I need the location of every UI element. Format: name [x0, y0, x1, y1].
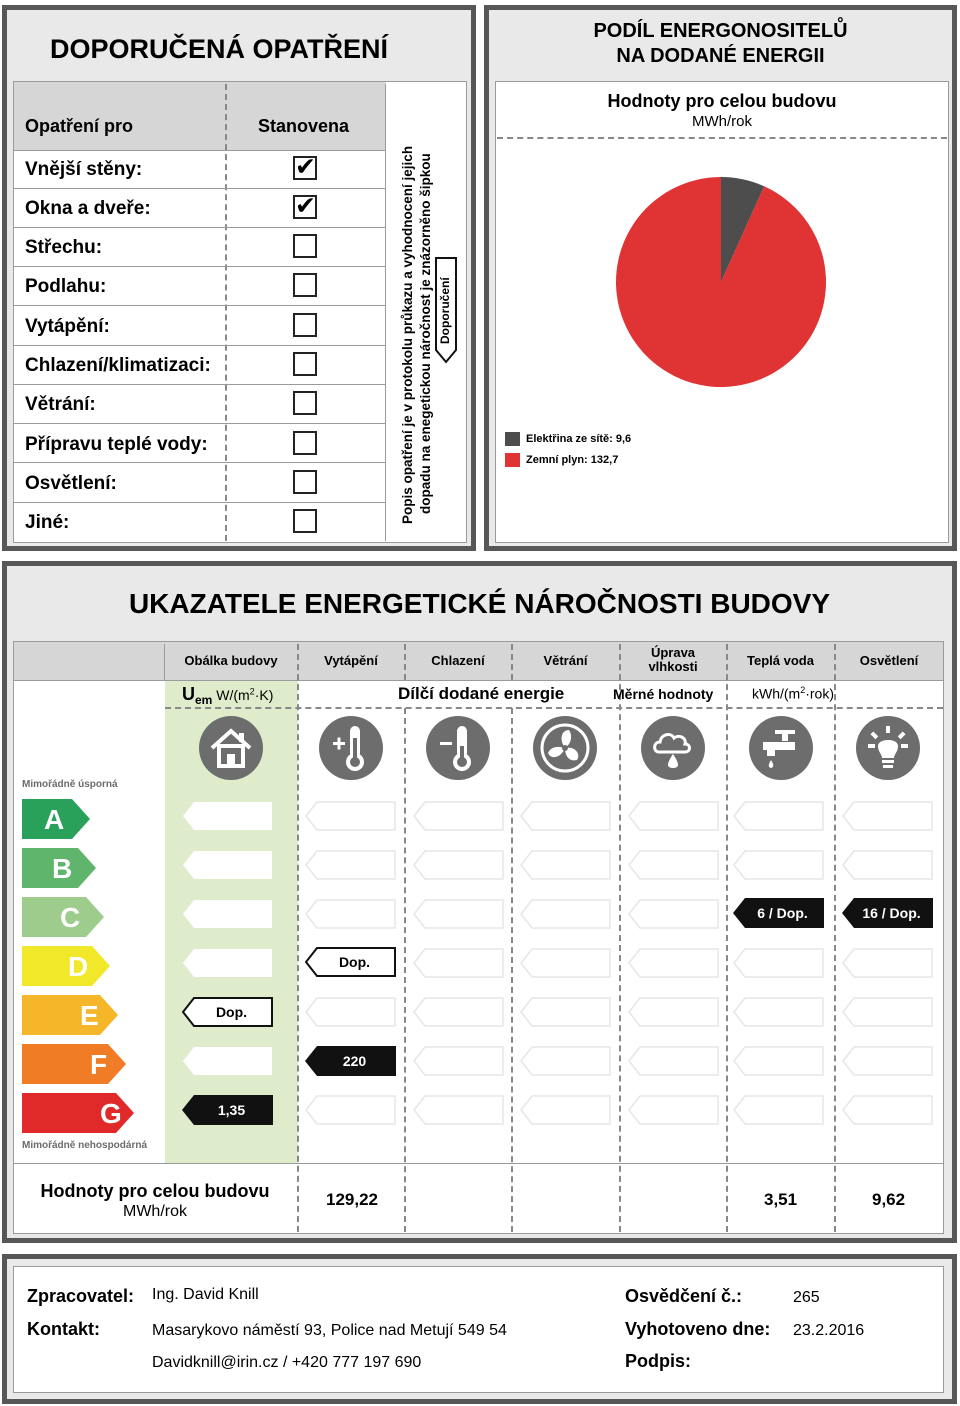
vertical-note-line1: Popis opatření je v protokolu průkazu a vyhodnocení jejich: [400, 145, 415, 524]
pie-chart: [611, 172, 831, 392]
class-slot: [413, 801, 504, 831]
class-slot: [842, 850, 933, 880]
class-slot-shape: [520, 899, 611, 929]
measures-title: DOPORUČENÁ OPATŘENÍ: [50, 34, 389, 64]
vertical-note: [388, 84, 464, 540]
specific-unit: [752, 685, 834, 702]
class-arrow-e: [22, 995, 120, 1035]
legend-gas: Zemní plyn: 132,7: [526, 454, 619, 466]
class-slot-shape: [182, 801, 273, 831]
measure-label: Střechu:: [25, 237, 103, 258]
class-letter-d: D: [68, 951, 89, 982]
total-heating: 129,22: [326, 1190, 378, 1209]
class-slot-shape: [733, 801, 824, 831]
col-set: Stanovena: [258, 116, 350, 136]
class-slot: [733, 1046, 824, 1076]
class-slot-shape: [520, 948, 611, 978]
class-slot: [733, 997, 824, 1027]
class-slot: [305, 1095, 396, 1125]
class-slot: [305, 899, 396, 929]
recommended-tag-text: Doporučení: [438, 277, 452, 344]
class-slot-shape: [628, 1046, 719, 1076]
class-slot: [520, 899, 611, 929]
total-lighting: 9,62: [872, 1190, 906, 1209]
uem-symbol: U: [182, 684, 195, 704]
class-slot-shape: [628, 948, 719, 978]
measure-label: Jiné:: [25, 512, 70, 533]
measure-checkbox[interactable]: [293, 313, 317, 337]
class-slot-shape: [305, 801, 396, 831]
lighting-marker-text: 16 / Dop.: [862, 905, 921, 921]
class-slot: [182, 801, 273, 831]
class-letter-a: A: [44, 804, 65, 835]
legend-swatch-gas: [505, 453, 520, 467]
class-slot-shape: [733, 1095, 824, 1125]
class-slot-shape: [413, 850, 504, 880]
class-slot: [305, 801, 396, 831]
uem-unit-pre: W/(m: [216, 687, 250, 703]
measure-checkbox[interactable]: [293, 234, 317, 258]
share-title-1: PODÍL ENERGONOSITELŮ: [593, 20, 848, 42]
col-ventilation: Větrání: [543, 653, 588, 668]
col-divider: [834, 644, 836, 1232]
class-slot: [305, 997, 396, 1027]
light-bulb-icon: [856, 716, 920, 780]
class-slot-shape: [520, 997, 611, 1027]
specific-unit-sup: 2: [800, 685, 806, 695]
heating-value-marker: [305, 1046, 396, 1076]
date-value: 23.2.2016: [793, 1322, 865, 1339]
class-slot-shape: [628, 997, 719, 1027]
class-slot-shape: [413, 1095, 504, 1125]
class-slot-shape: [842, 997, 933, 1027]
row-line: [14, 227, 386, 228]
measures-col-divider: [225, 84, 227, 541]
measure-checkbox[interactable]: [293, 509, 317, 533]
uem-unit-sup: 2: [249, 686, 255, 697]
cooling-thermometer-icon: [426, 716, 490, 780]
class-letter-g: G: [100, 1098, 122, 1129]
class-slot: [305, 850, 396, 880]
measure-label: Vytápění:: [25, 316, 110, 337]
lighting-marker: [842, 898, 933, 928]
class-slot: [842, 1046, 933, 1076]
col-hot-water: Teplá voda: [747, 653, 814, 668]
header-bottom-line: [14, 680, 943, 681]
indicators-title: UKAZATELE ENERGETICKÉ NÁROČNOSTI BUDOVY: [128, 588, 831, 619]
class-slot: [733, 1095, 824, 1125]
class-slot-shape: [842, 850, 933, 880]
heating-recommended-text: Dop.: [338, 954, 371, 970]
class-slot: [628, 1046, 719, 1076]
class-slot-shape: [628, 899, 719, 929]
class-slot-shape: [733, 1046, 824, 1076]
legend-electricity: Elektřina ze sítě: 9,6: [526, 433, 632, 445]
class-slot: [520, 997, 611, 1027]
measure-checkbox[interactable]: [293, 273, 317, 297]
hot-water-marker: [733, 898, 824, 928]
class-slot-shape: [413, 801, 504, 831]
envelope-recommended-marker: [182, 997, 273, 1027]
class-slot-shape: [520, 1095, 611, 1125]
house-icon: [199, 716, 263, 780]
class-slot-shape: [520, 801, 611, 831]
totals-unit: MWh/rok: [123, 1203, 187, 1220]
vertical-note-line2: dopadu na enegetickou náročnost je znázorněno šipkou: [418, 153, 433, 514]
heating-thermometer-icon: [319, 716, 383, 780]
heating-value-text: 220: [342, 1053, 367, 1069]
measure-checkbox[interactable]: [293, 352, 317, 376]
class-slot-shape: [733, 850, 824, 880]
class-slot: [733, 850, 824, 880]
class-slot-shape: [520, 850, 611, 880]
class-slot-shape: [182, 850, 273, 880]
processor-value: Ing. David Knill: [152, 1286, 259, 1303]
class-letter-b: B: [52, 853, 73, 884]
row-line: [14, 150, 386, 151]
class-slot: [628, 948, 719, 978]
class-letter-f: F: [90, 1049, 108, 1080]
col-divider: [619, 644, 621, 1232]
totals-top-line: [14, 1163, 943, 1164]
measure-checkbox[interactable]: [293, 391, 317, 415]
class-slot: [520, 801, 611, 831]
class-slot-shape: [305, 1095, 396, 1125]
row-line: [14, 188, 386, 189]
col-heating: Vytápění: [324, 653, 378, 668]
measure-label: Chlazení/klimatizaci:: [25, 355, 211, 376]
address-value: Masarykovo náměstí 93, Police nad Metují 549 54: [152, 1322, 507, 1339]
class-slot: [413, 948, 504, 978]
class-slot-shape: [305, 850, 396, 880]
class-slot-shape: [628, 801, 719, 831]
measures-col-divider: [385, 84, 386, 541]
legend-swatch-electricity: [505, 432, 520, 446]
chart-subtitle: Hodnoty pro celou budovu: [607, 91, 837, 111]
hot-water-marker-text: 6 / Dop.: [757, 905, 808, 921]
specific-unit-post: ·rok): [805, 685, 835, 702]
heating-recommended-marker: [305, 947, 396, 977]
uem-sub: em: [195, 692, 213, 707]
row-line: [14, 423, 386, 424]
class-slot: [413, 997, 504, 1027]
class-slot-shape: [182, 1046, 273, 1076]
envelope-value-text: 1,35: [217, 1102, 246, 1118]
measure-label: Vnější stěny:: [25, 159, 143, 180]
col-divider: [726, 644, 728, 1232]
fan-icon: [533, 716, 597, 780]
class-arrow-f: [22, 1044, 128, 1084]
class-slot: [182, 1046, 273, 1076]
contact-label: Kontakt:: [27, 1319, 100, 1339]
col-lighting: Osvětlení: [859, 653, 919, 668]
measure-checkbox[interactable]: ✔: [295, 153, 316, 181]
class-slot: [520, 1095, 611, 1125]
class-slot-shape: [305, 899, 396, 929]
row-line: [14, 345, 386, 346]
sign-label: Podpis:: [625, 1351, 691, 1371]
class-slot: [413, 899, 504, 929]
specific-unit-pre: kWh/(m: [752, 685, 801, 702]
class-slot-shape: [413, 899, 504, 929]
class-slot-shape: [182, 899, 273, 929]
scale-top-note: Mimořádně úsporná: [22, 779, 118, 790]
class-slot-shape: [733, 997, 824, 1027]
class-slot: [628, 899, 719, 929]
measure-label: Větrání:: [25, 394, 96, 415]
class-slot: [413, 1046, 504, 1076]
envelope-recommended-text: Dop.: [215, 1004, 248, 1020]
col-divider: [404, 708, 406, 1232]
class-slot: [628, 1095, 719, 1125]
pie-slice-1: [616, 177, 826, 387]
col-divider: [297, 644, 299, 1232]
row-line: [14, 305, 386, 306]
class-slot: [182, 899, 273, 929]
class-slot: [520, 948, 611, 978]
class-slot-shape: [305, 997, 396, 1027]
date-label: Vyhotoveno dne:: [625, 1319, 771, 1339]
water-tap-icon: [749, 716, 813, 780]
col-divider: [511, 708, 513, 1232]
col-measures-for: Opatření pro: [25, 116, 134, 136]
uem-unit-post: ·K): [254, 687, 274, 703]
chart-unit: MWh/rok: [692, 113, 752, 130]
class-slot: [520, 1046, 611, 1076]
class-slot: [413, 1095, 504, 1125]
email-phone-value: Davidknill@irin.cz / +420 777 197 690: [152, 1354, 422, 1371]
partial-energy-label: Dílčí dodané energie: [398, 684, 565, 703]
class-slot-shape: [413, 948, 504, 978]
measure-label: Osvětlení:: [25, 473, 117, 494]
class-slot: [520, 850, 611, 880]
class-slot-shape: [413, 997, 504, 1027]
class-arrow-d: [22, 946, 112, 986]
class-slot-shape: [628, 1095, 719, 1125]
class-slot-shape: [628, 850, 719, 880]
envelope-value-marker: [182, 1095, 273, 1125]
share-title-2: NA DODANÉ ENERGII: [616, 45, 825, 67]
measure-checkbox[interactable]: ✔: [295, 192, 316, 220]
class-slot-shape: [413, 1046, 504, 1076]
class-slot: [628, 801, 719, 831]
row-line: [14, 266, 386, 267]
class-slot: [733, 801, 824, 831]
class-slot-shape: [182, 948, 273, 978]
class-letter-c: C: [60, 902, 81, 933]
measure-checkbox[interactable]: [293, 431, 317, 455]
class-slot-shape: [842, 801, 933, 831]
scale-bottom-note: Mimořádně nehospodárná: [22, 1140, 148, 1151]
col-cooling: Chlazení: [431, 653, 485, 668]
row-line: [14, 502, 386, 503]
col-humidity: Úprava vlhkosti: [648, 645, 698, 674]
measure-label: Přípravu teplé vody:: [25, 434, 208, 455]
class-slot-shape: [842, 1095, 933, 1125]
unit-row-line: [165, 707, 943, 709]
class-slot-shape: [733, 948, 824, 978]
row-line: [14, 384, 386, 385]
class-slot: [182, 850, 273, 880]
total-hot-water: 3,51: [764, 1190, 798, 1209]
processor-label: Zpracovatel:: [27, 1286, 135, 1306]
measure-label: Podlahu:: [25, 276, 107, 297]
class-slot-shape: [520, 1046, 611, 1076]
class-slot: [842, 1095, 933, 1125]
humidity-cloud-icon: [641, 716, 705, 780]
class-slot: [842, 801, 933, 831]
cert-value: 265: [793, 1289, 820, 1306]
class-slot: [182, 948, 273, 978]
uem-unit: [182, 684, 273, 707]
specific-values-label: Měrné hodnoty: [613, 686, 714, 702]
class-slot-shape: [842, 1046, 933, 1076]
cert-label: Osvědčení č.:: [625, 1286, 743, 1306]
class-slot: [842, 997, 933, 1027]
class-slot: [413, 850, 504, 880]
class-slot: [842, 948, 933, 978]
col-envelope: Obálka budovy: [184, 653, 278, 668]
class-slot-shape: [842, 948, 933, 978]
class-slot: [628, 997, 719, 1027]
class-letter-e: E: [80, 1000, 99, 1031]
measure-label: Okna a dveře:: [25, 198, 151, 219]
class-slot: [628, 850, 719, 880]
totals-label: Hodnoty pro celou budovu: [40, 1181, 270, 1201]
chart-separator: [497, 137, 947, 139]
row-line: [14, 462, 386, 463]
class-slot: [733, 948, 824, 978]
measure-checkbox[interactable]: [293, 470, 317, 494]
